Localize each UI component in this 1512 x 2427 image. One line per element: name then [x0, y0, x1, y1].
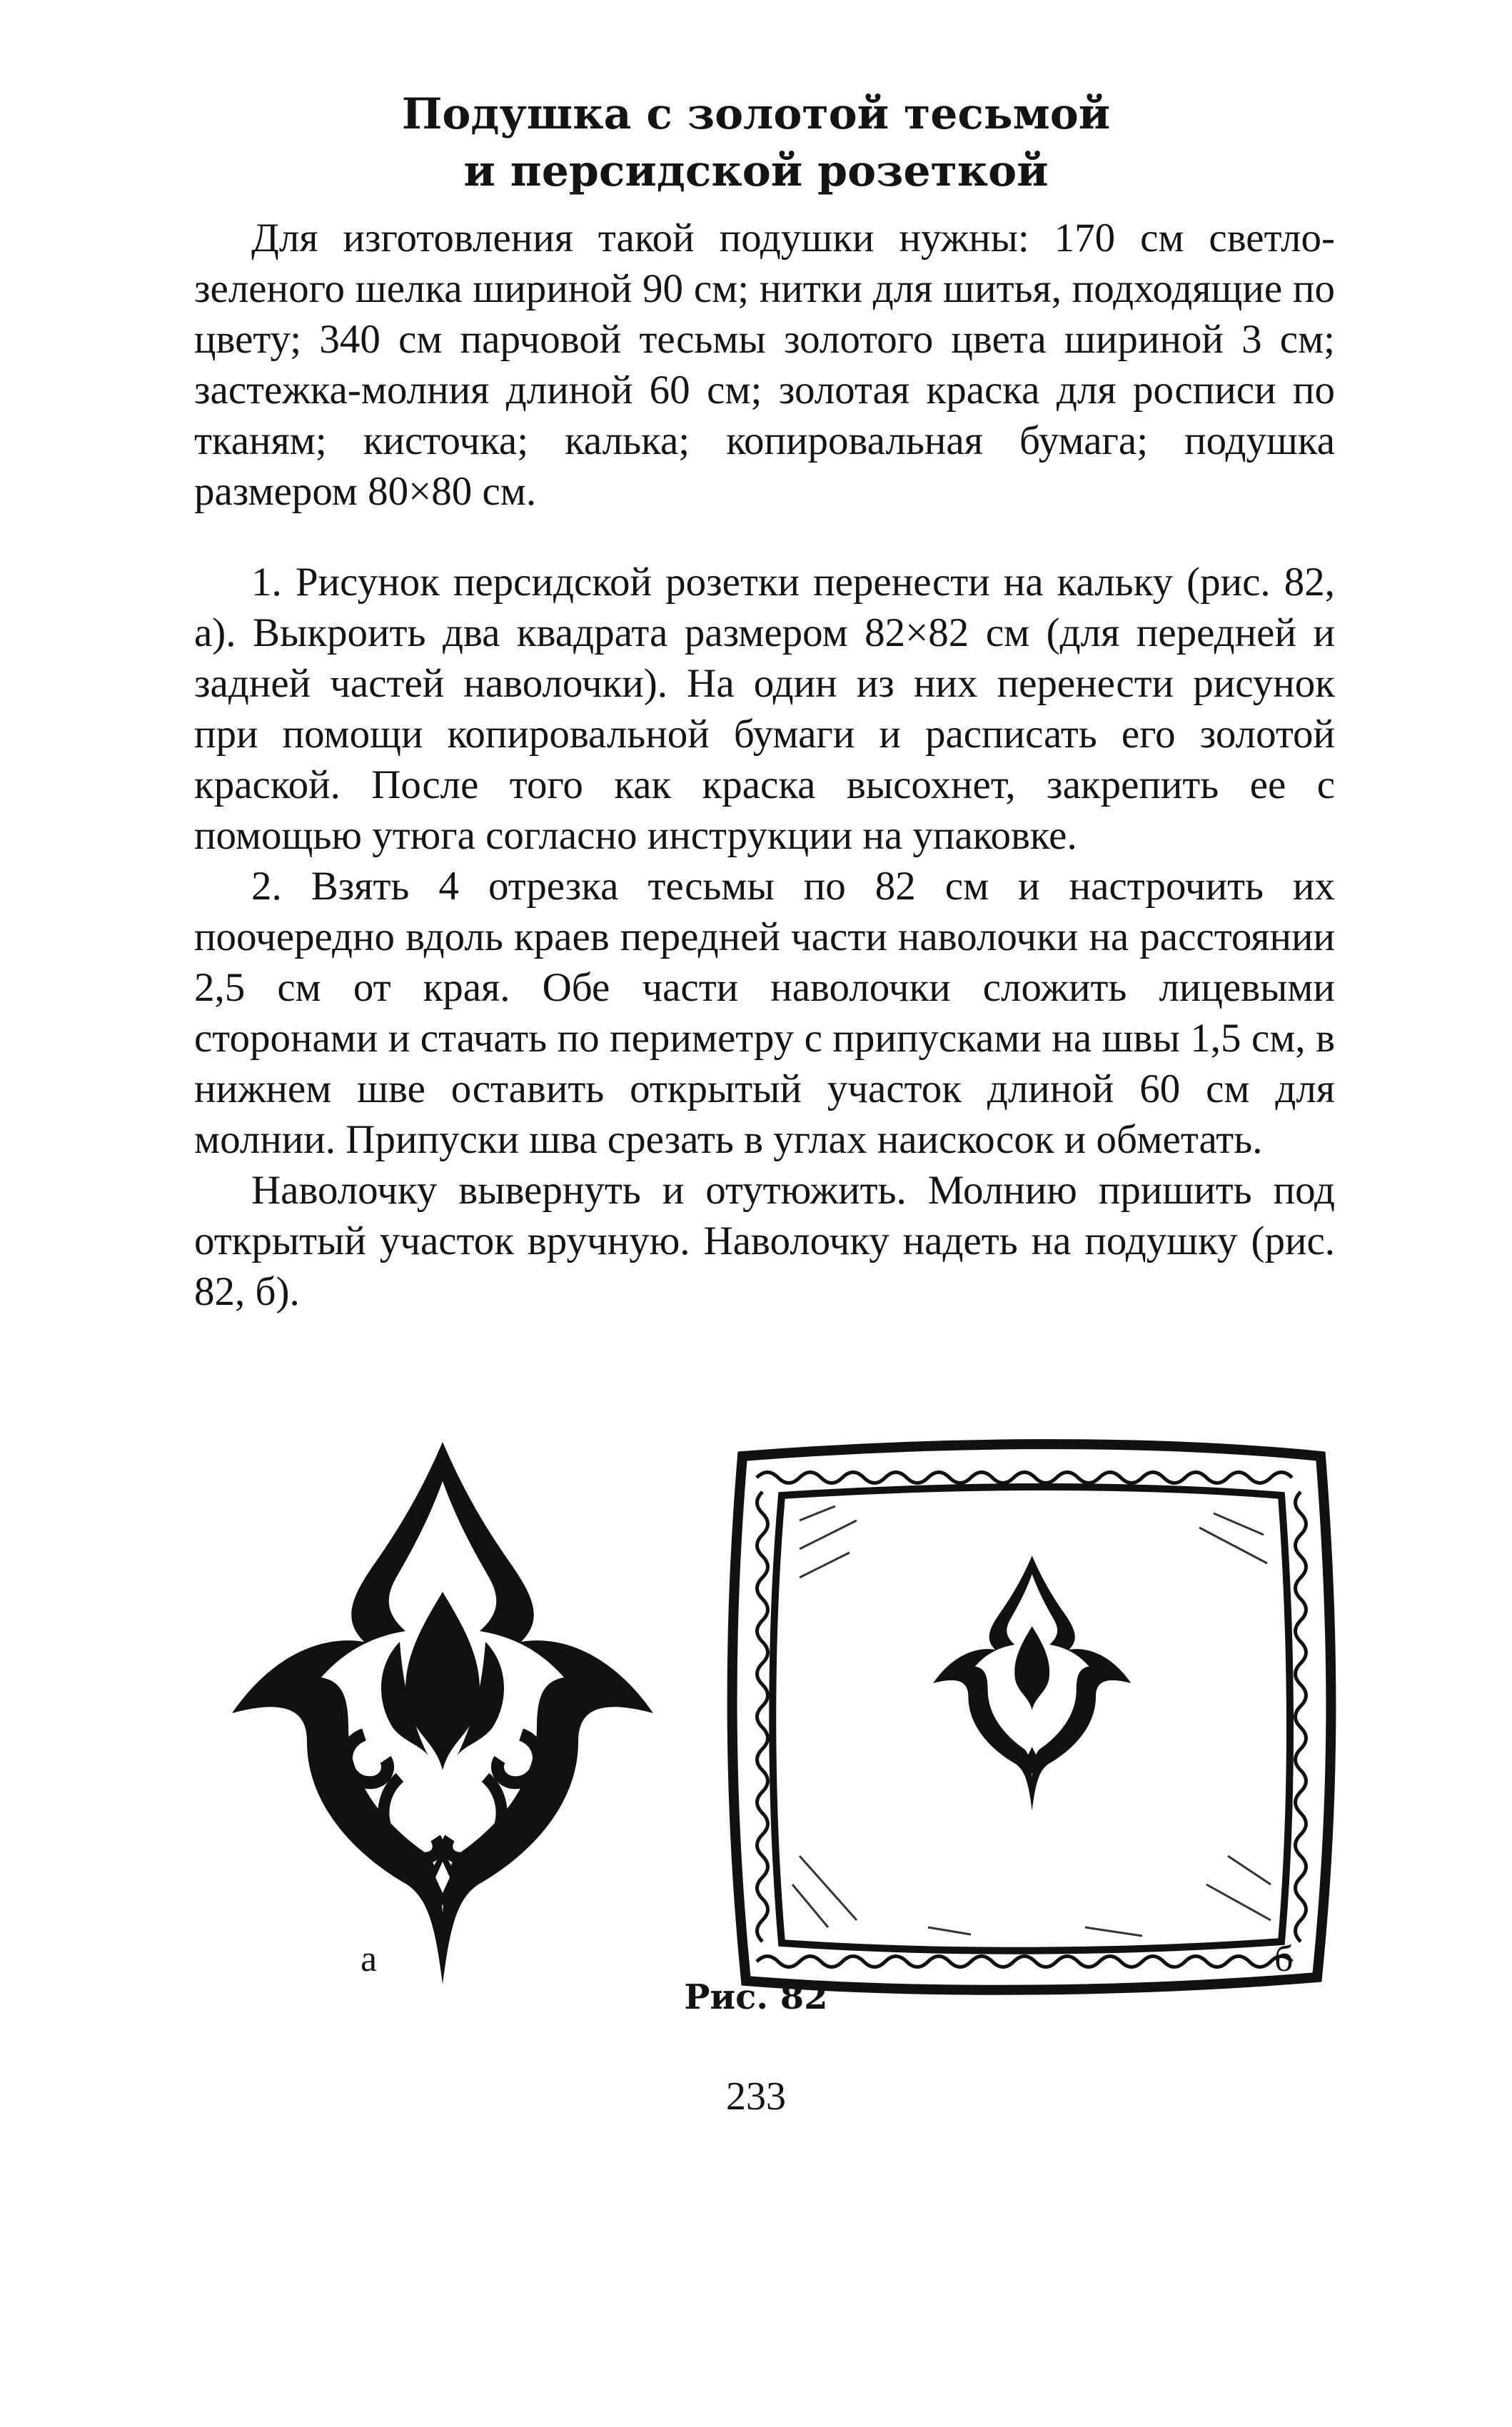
pillow-shape [732, 1444, 1331, 1990]
persian-rosette-illustration [221, 1428, 664, 1999]
step-2: 2. Взять 4 отрезка тесьмы по 82 см и настрочить их поочередно вдоль краев передней части наволочки на расстоянии 2,5 см от края. Обе части наволочки сложить лицевыми сторонами и стачать по периметру с припусками на швы 1,5 см, в нижнем шве оставить открытый участок длиной 60 см для молнии. Припуски шва срезать в углах наискосок и обметать. [194, 864, 1335, 1162]
step-3: Наволочку вывернуть и отутюжить. Молнию пришить под открытый участок вручную. Наволочку надеть на подушку (рис. 82, б). [194, 1168, 1335, 1314]
rosette-shape [232, 1442, 653, 1984]
materials-paragraph [194, 213, 1335, 517]
intro-text: Для изготовления такой подушки нужны: 170 см светло-зеленого шелка шириной 90 см; нитки для шитья, подходящие по цвету; 340 см парчовой тесьмы золотого цвета шириной 3 см; застежка-молния длиной 60 см; золотая краска для росписи по тканям; кисточка; калька; копировальная бумага; подушка размером 80×80 см. [194, 216, 1335, 514]
pillow-illustration [714, 1428, 1342, 1999]
instructions [194, 557, 1335, 1317]
page-number: 233 [726, 2074, 786, 2119]
figure-label-b: б [1274, 1939, 1294, 1979]
title-line-2: и персидской розеткой [463, 146, 1049, 196]
page-title [0, 86, 1512, 200]
step-1: 1. Рисунок персидской розетки перенести на кальку (рис. 82, а). Выкроить два квадрата размером 82×82 см (для передней и задней частей наволочки). На один из них перенести рисунок при помощи копировальной бумаги и расписать его золотой краской. После того как краска высохнет, закрепить ее с помощью утюга согласно инструкции на упаковке. [194, 560, 1335, 858]
figure-caption: Рис. 82 [684, 1977, 828, 2017]
title-line-1: Подушка с золотой тесьмой [401, 89, 1111, 139]
figure-label-a: а [361, 1939, 378, 1979]
